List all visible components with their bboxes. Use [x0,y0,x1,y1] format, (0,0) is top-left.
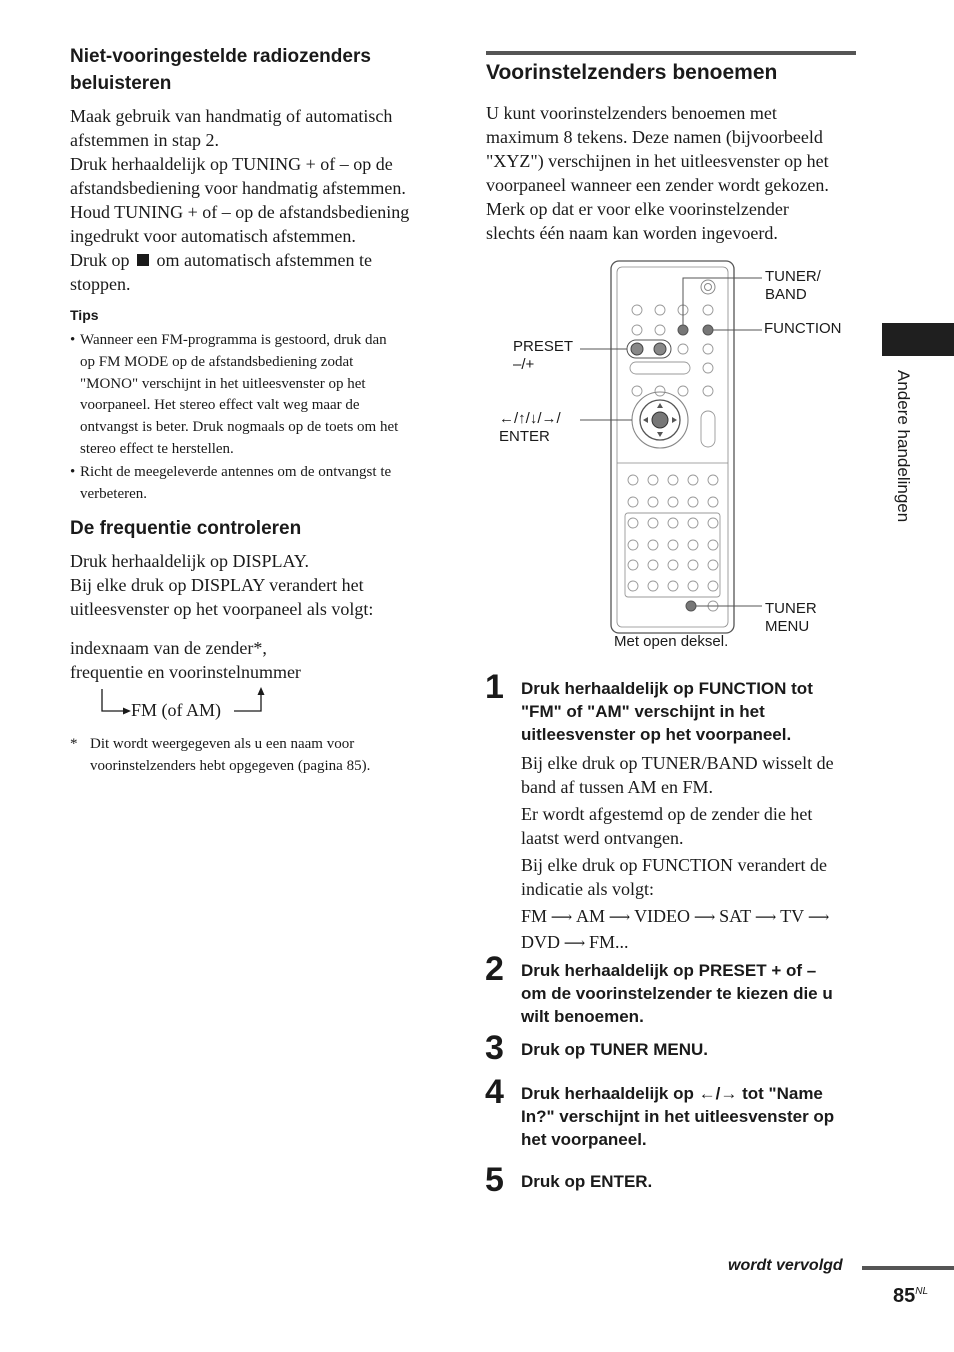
arrow-right-icon: ⟶ [751,910,781,926]
enter-button [652,412,668,428]
remote-control-figure [600,258,745,636]
text-line: afstemmen in stap 2. [70,130,219,150]
function-button [703,325,713,335]
label-line: TUNER [765,600,817,617]
callout-left-extensions [580,340,620,430]
label-line: BAND [765,286,807,303]
text-fragment: Druk herhaaldelijk op [521,1084,694,1103]
arrowhead-right-icon [123,708,131,715]
label-line: PRESET [513,338,574,355]
text-druk-op: Druk op [70,250,130,270]
label-preset [513,338,573,374]
step-3-title [521,1038,861,1061]
page-number [893,1280,928,1308]
arrow-right-icon: ⟶ [690,910,720,926]
text-line: indicatie als volgt: [521,879,654,899]
step-number-4: 4 [485,1073,504,1111]
sequence-line [521,904,866,930]
text-line: Bij elke druk op DISPLAY verandert het [70,575,364,595]
text-line: Bij elke druk op TUNER/BAND wisselt de [521,753,834,773]
step-number-2: 2 [485,950,504,988]
text-line: Er wordt afgestemd op de zender die het [521,804,813,824]
step-number-3: 3 [485,1029,504,1067]
text-line: voorpaneel. Het stereo effect valt weg maar de [80,397,360,414]
figure-caption: Met open deksel. [614,633,729,650]
intro-paragraph [486,101,866,245]
text-line: In?" verschijnt in het uitleesvenster op [521,1107,835,1126]
text-line: slechts één naam kan worden ingevoerd. [486,223,778,243]
label-arrows-enter [499,410,561,446]
tip-item [70,462,450,506]
cycle-item-fm: FM (of AM) [131,700,222,720]
step-number-5: 5 [485,1161,504,1199]
text-line: U kunt voorinstelzenders benoemen met [486,103,777,123]
text-line: uitleesvenster op het voorpaneel. [521,725,792,744]
cycle-line: indexnaam van de zender*, [70,638,267,658]
sequence-item: VIDEO [634,906,691,926]
side-tab-label: Andere handelingen [894,370,913,523]
tuner-menu-button [686,601,696,611]
label-tuner-menu [765,600,817,636]
step-4-title [521,1082,866,1151]
text-line: het voorpaneel. [521,1130,647,1149]
footnote [90,734,450,778]
text-line: Druk herhaaldelijk op DISPLAY. [70,551,309,571]
text-line: ingedrukt voor automatisch afstemmen. [70,226,356,246]
arrow-right-icon: ⟶ [804,910,830,926]
sequence-item: TV [780,906,805,926]
cycle-arrow-left [102,689,125,711]
text-line: Druk herhaaldelijk op PRESET + of – [521,961,817,980]
sequence-item: AM [576,906,606,926]
step-number-1: 1 [485,668,504,706]
text-line: voorinstelzenders hebt opgegeven (pagina 85). [90,757,371,774]
bullet-icon: • [70,332,76,348]
label-tuner-band [765,268,821,304]
section-rule [486,51,856,55]
text-line: stereo effect te herstellen. [80,440,234,457]
text-line: Dit wordt weergegeven als u een naam voor [90,736,355,752]
arrowhead-up-icon [258,687,265,695]
side-tab-label-box [888,370,918,590]
tuner-band-button [678,325,688,335]
heading-niet-vooringestelde [70,43,450,97]
arrow-right-icon: ⟶ [560,936,590,952]
text-line: "XYZ") verschijnen in het uitleesvenster op het [486,151,829,171]
continued-rule [862,1266,954,1270]
text-line: afstandsbediening voor handmatig afstemmen. [70,178,406,198]
paragraph-handmatig-afstemmen [70,104,450,296]
cycle-line: frequentie en voorinstelnummer [70,662,301,682]
remote-body [611,261,734,633]
left-right-arrow-icon: ←/→ [698,1084,738,1103]
preset-minus-button [631,343,643,355]
text-line: wilt benoemen. [521,1007,644,1026]
text-line [521,1082,866,1105]
bullet-icon: • [70,463,76,480]
page-suffix: NL [915,1286,929,1297]
step-1-para [521,802,866,850]
text-line: ontvangst is beter. Druk nogmaals op de toets om het [80,419,399,436]
sequence-line [521,930,866,956]
text-line: uitleesvenster op het voorpaneel als volgt: [70,599,374,619]
text-line: Houd TUNING + of – op de afstandsbediening [70,202,410,222]
label-line: ENTER [499,428,550,445]
text-line: om de voorinstelzender te kiezen die u [521,984,833,1003]
heading-line: Niet-vooringestelde radiozenders [70,46,371,67]
text-automatisch: om automatisch afstemmen te [156,250,372,270]
stop-square-icon [137,254,149,266]
text-line: "FM" of "AM" verschijnt in het [521,702,765,721]
footnote-mark: * [70,736,78,752]
text-fragment: tot "Name [742,1084,823,1103]
text-line: Wanneer een FM-programma is gestoord, druk dan [80,332,387,348]
label-line: ←/↑/↓/→/ [499,410,561,427]
tips-heading: Tips [70,307,99,323]
text-line: Druk herhaaldelijk op FUNCTION tot [521,679,813,698]
side-tab-block [882,323,954,356]
step-1-body [521,751,866,956]
text-line: Richt de meegeleverde antennes om de ontvangst te [80,463,392,480]
tip-item [70,330,450,461]
step-2-title [521,959,861,1028]
text-line: stoppen. [70,274,131,294]
text-line: "MONO" verschijnt in het uitleesvenster op het [80,375,366,392]
arrow-right-icon: ⟶ [547,910,577,926]
page-number-value: 85 [893,1285,916,1307]
sequence-item: DVD [521,932,560,952]
sequence-item: SAT [719,906,752,926]
label-function: FUNCTION [764,320,842,337]
text-line: laatst werd ontvangen. [521,828,684,848]
text-line: verbeteren. [80,485,148,502]
callout-extensions [734,274,764,614]
heading-voorinstelzenders: Voorinstelzenders benoemen [486,61,778,84]
step-5-title [521,1170,861,1193]
arrow-right-icon: ⟶ [605,910,635,926]
text-line: band af tussen AM en FM. [521,777,713,797]
display-cycle [70,636,450,684]
heading-frequentie: De frequentie controleren [70,518,302,539]
sequence-item: FM... [589,932,629,952]
continued-label: wordt vervolgd [728,1257,843,1274]
text-line: Maak gebruik van handmatig of automatisch [70,106,393,126]
paragraph-display [70,549,450,621]
label-line: –/+ [513,356,535,373]
label-line: TUNER/ [765,268,821,285]
cycle-arrow-right [234,694,261,711]
preset-plus-button [654,343,666,355]
text-line [70,248,450,272]
text-line: Merk op dat er voor elke voorinstelzender [486,199,789,219]
tips-list [70,330,450,505]
heading-line: beluisteren [70,73,172,94]
step-1-para [521,751,866,799]
text-line: Druk op ENTER. [521,1172,653,1191]
sequence-item: FM [521,906,548,926]
text-line: Bij elke druk op FUNCTION verandert de [521,855,827,875]
function-sequence [521,904,866,956]
label-line: MENU [765,618,810,635]
step-1-para [521,853,866,901]
step-1-title [521,677,861,746]
text-line: Druk op TUNER MENU. [521,1040,708,1059]
text-line: maximum 8 tekens. Deze namen (bijvoorbeeld [486,127,823,147]
text-line: op FM MODE op de afstandsbediening zodat [80,353,354,370]
text-line: Druk herhaaldelijk op TUNING + of – op de [70,154,393,174]
text-line: voorpaneel wanneer een zender wordt gekozen. [486,175,829,195]
